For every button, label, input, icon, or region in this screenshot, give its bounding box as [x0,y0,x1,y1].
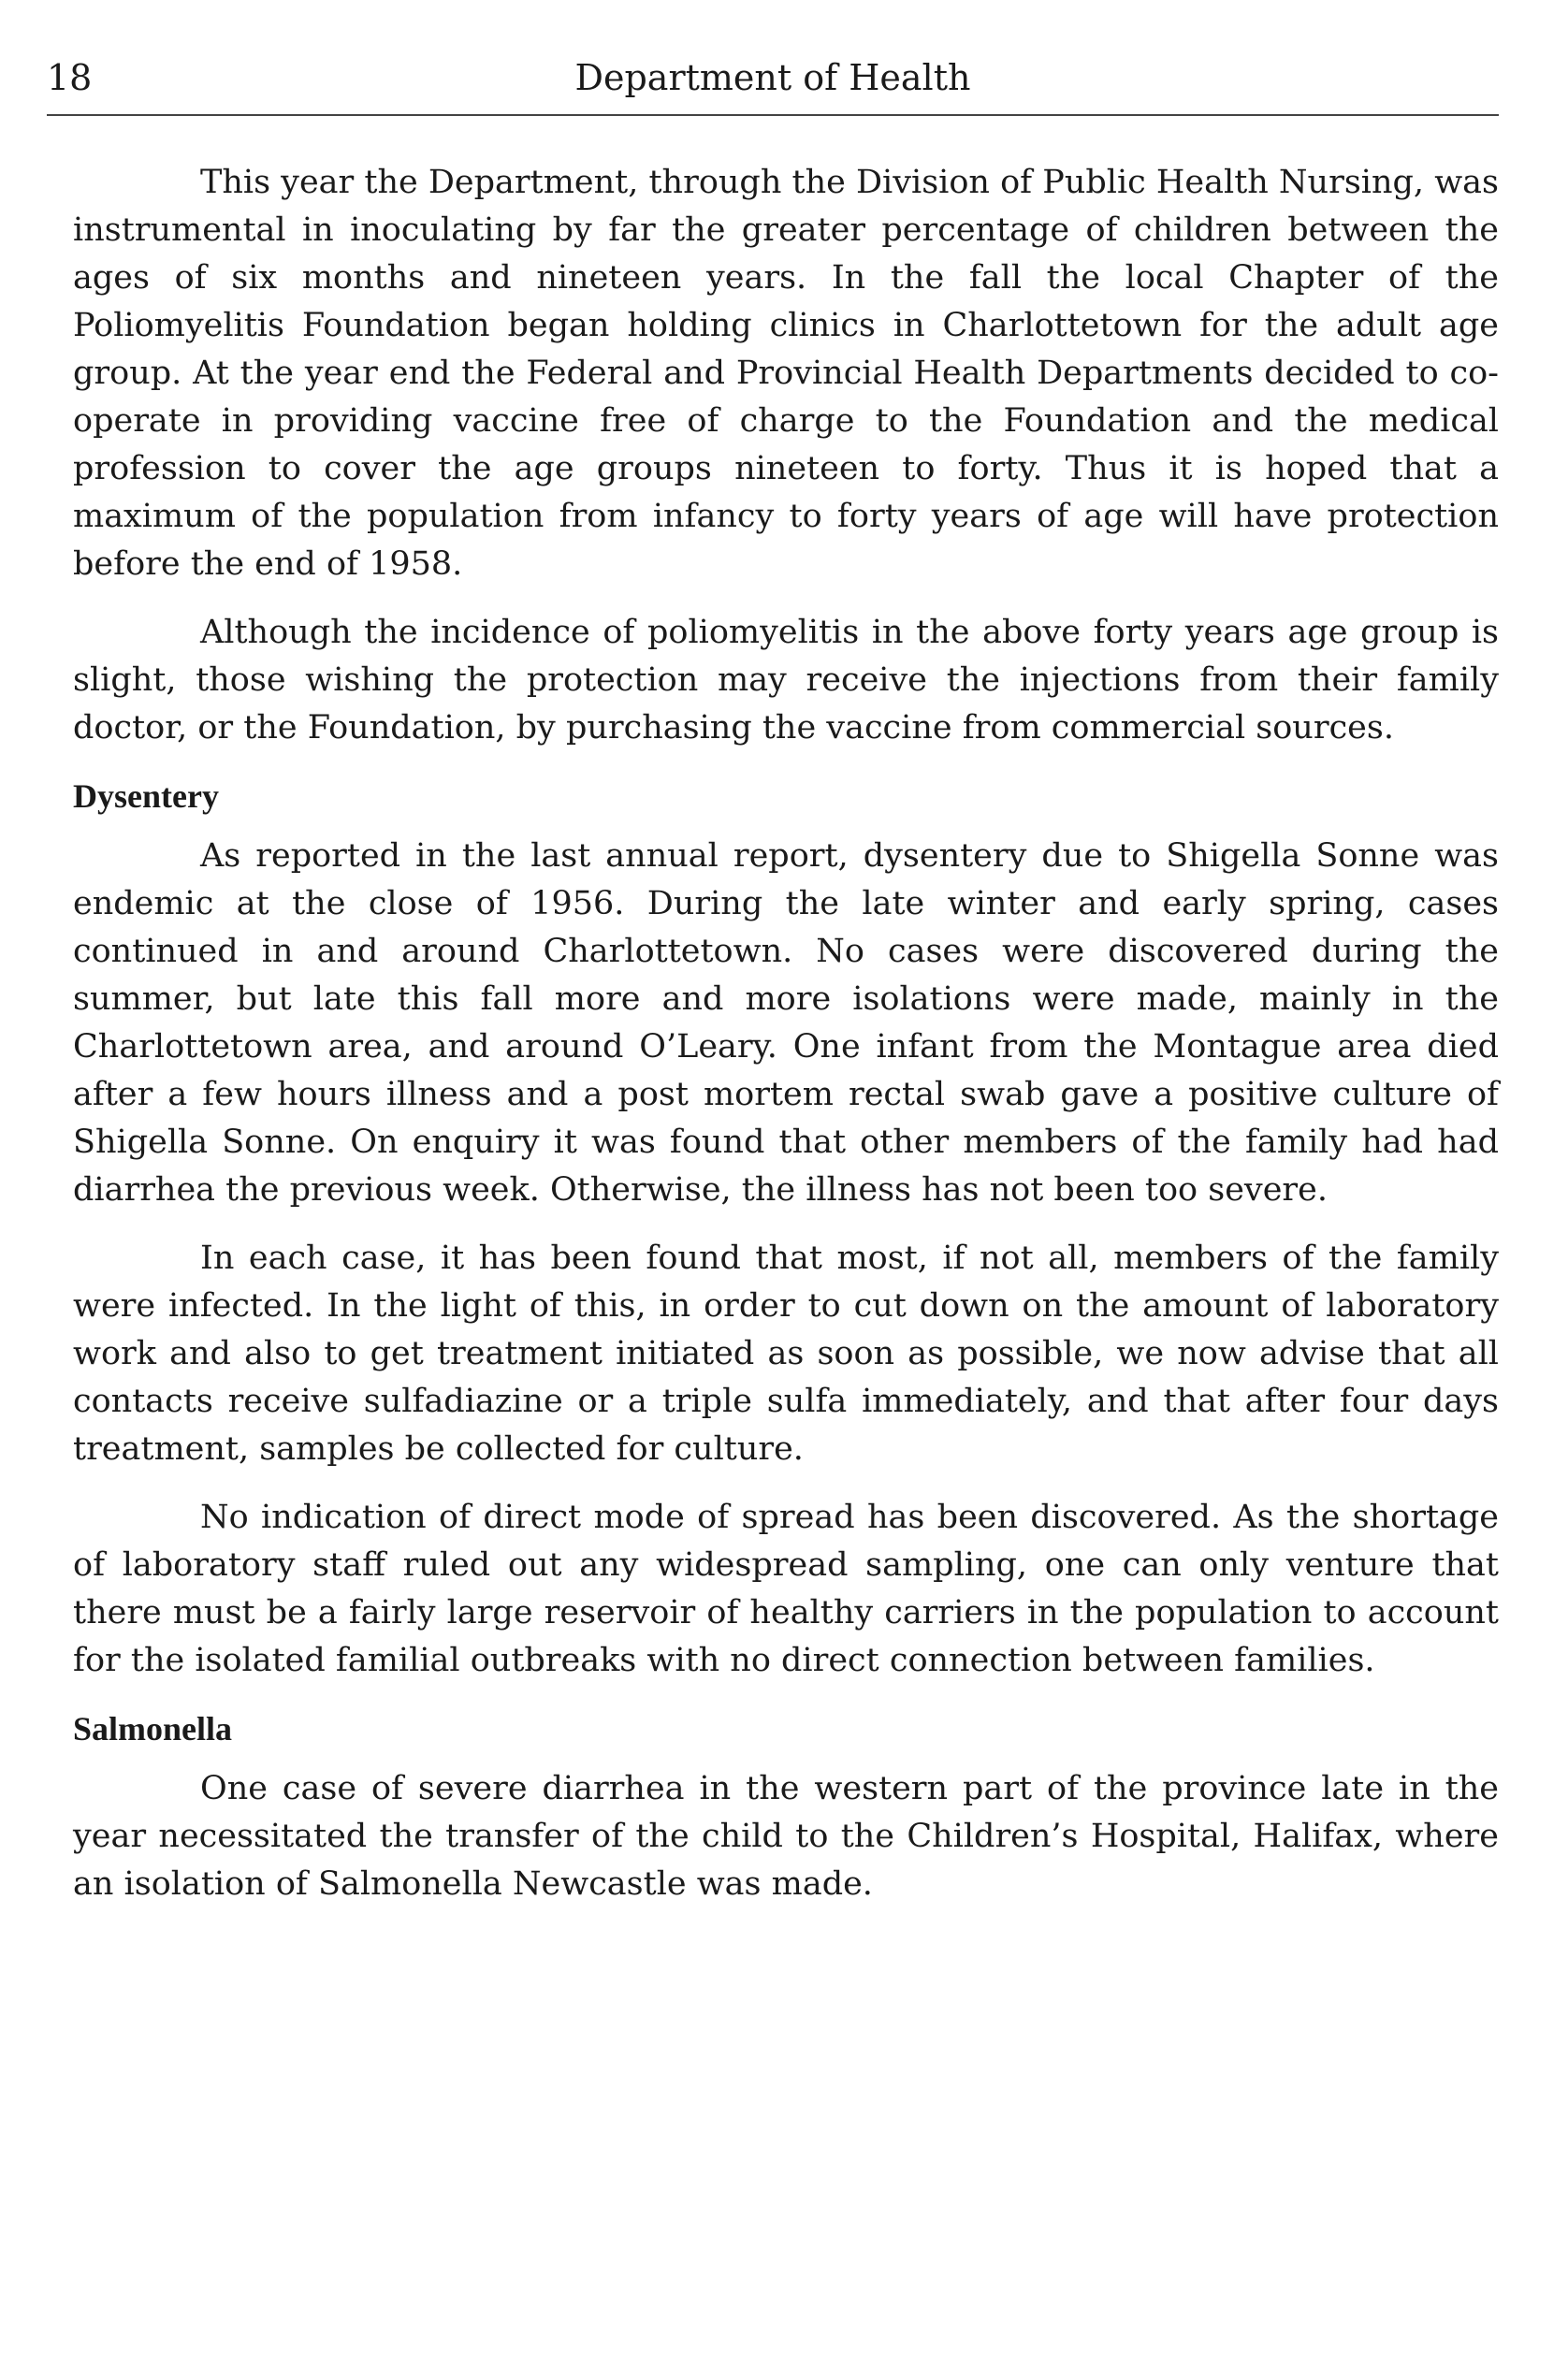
body-text [73,159,1499,1929]
paragraph-salmonella-1: One case of severe diarrhea in the western part of the province late in the year necessitated the transfer of the child to the Children’s Hospital, Halifax, where an isolation of Salmonella Newcastle was made. [73,1770,1499,1903]
running-head: Department of Health [574,57,971,98]
header-rule [47,114,1499,116]
paragraph-dysentery-3: No indication of direct mode of spread has been discovered. As the shortage of laboratory staff ruled out any widespread sampling, one can only venture that there must be a fairly large reservoir of healthy carriers in the population to account for the isolated familial outbreaks with no direct connection between families. [73,1499,1499,1679]
page-header [47,54,1499,101]
section-heading-salmonella: Salmonella [73,1710,233,1747]
paragraph-dysentery-1: As reported in the last annual report, dysentery due to Shigella Sonne was endemic at the close of 1956. During the late winter and early spring, cases continued in and around Charlottetown. No cases were discovered during the summer, but late this fall more and more isolations were made, mainly in the Charlottetown area, and around O’Leary. One infant from the Montague area died after a few hours illness and a post mortem rectal swab gave a positive culture of Shigella Sonne. On enquiry it was found that other members of the family had had diarrhea the previous week. Otherwise, the illness has not been too severe. [73,837,1499,1209]
page-number: 18 [47,57,93,98]
paragraph-dysentery-2: In each case, it has been found that most, if not all, members of the family were infected. In the light of this, in order to cut down on the amount of laboratory work and also to get treatment initiated as soon as possible, we now advise that all contacts receive sulfadiazine or a triple sulfa immediately, and that after four days treatment, samples be collected for culture. [73,1240,1499,1468]
paragraph-polio-vaccination: This year the Department, through the Division of Public Health Nursing, was instrumental in inoculating by far the greater percentage of children between the ages of six months and nineteen years. In the fall the local Chapter of the Poliomyelitis Foundation began holding clinics in Charlottetown for the adult age group. At the year end the Federal and Provincial Health Departments decided to co-operate in providing vaccine free of charge to the Foundation and the medical profession to cover the age groups nineteen to forty. Thus it is hoped that a maximum of the population from infancy to forty years of age will have protection before the end of 1958. [73,164,1499,583]
section-heading-dysentery: Dysentery [73,777,219,815]
paragraph-polio-adult: Although the incidence of poliomyelitis in the above forty years age group is slight, those wishing the protection may receive the injections from their family doctor, or the Foundation, by purchasing the vaccine from commercial sources. [73,614,1499,747]
